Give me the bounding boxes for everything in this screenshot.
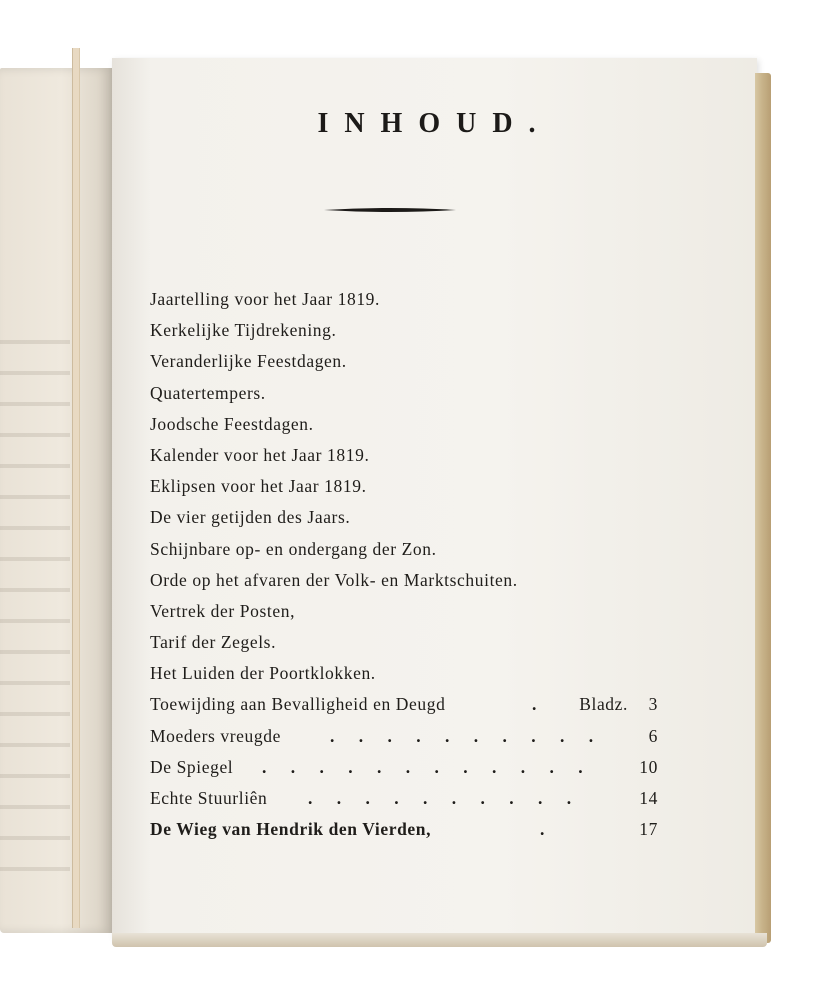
toc-entry-label: Echte Stuurliên <box>150 788 268 808</box>
bottom-page-edge <box>112 933 767 947</box>
page-edges <box>755 73 771 943</box>
toc-entry <box>150 284 670 315</box>
toc-entry <box>150 378 670 409</box>
toc-entry <box>150 814 670 845</box>
toc-entry-label: De vier getijden des Jaars. <box>150 507 351 528</box>
table-of-contents <box>150 284 670 845</box>
toc-entry-leader: . . . . . . . . . . <box>330 725 604 746</box>
toc-entry <box>150 721 670 752</box>
ornament-rule-icon <box>322 206 458 214</box>
page-title: INHOUD. <box>317 108 552 139</box>
toc-bladz-label: Bladz. <box>579 694 628 715</box>
toc-entry-label: Orde op het afvaren der Volk- en Marktschuiten. <box>150 569 518 590</box>
toc-entry <box>150 346 670 377</box>
toc-entry <box>150 752 670 783</box>
toc-entry-page: 6 <box>648 725 658 746</box>
toc-entry-label: Schijnbare op- en ondergang der Zon. <box>150 538 437 559</box>
toc-entry-label: Het Luiden der Poortklokken. <box>150 663 376 684</box>
toc-entry-page: 10 <box>639 756 658 777</box>
toc-entry-leader: . . . . . . . . . . . . <box>262 756 593 777</box>
gutter-edge <box>72 48 80 928</box>
left-page <box>0 68 112 933</box>
toc-entry-leader: . . . . . . . . . . <box>308 788 582 808</box>
toc-entry <box>150 783 670 814</box>
toc-entry <box>150 315 670 346</box>
toc-entry-label: Eklipsen voor het Jaar 1819. <box>150 476 367 497</box>
toc-entry <box>150 440 670 471</box>
toc-entry-label: Jaartelling voor het Jaar 1819. <box>150 289 380 309</box>
toc-entry <box>150 565 670 596</box>
toc-entry-leader: . <box>540 819 555 840</box>
toc-entry-label: Tarif der Zegels. <box>150 632 277 653</box>
toc-entry-page: 17 <box>639 819 658 840</box>
toc-entry-label: Vertrek der Posten, <box>150 600 296 621</box>
toc-entry <box>150 471 670 502</box>
toc-entry-label: Toewijding aan Bevalligheid en Deugd <box>150 694 446 715</box>
toc-entry-label: De Wieg van Hendrik den Vierden, <box>150 819 432 840</box>
toc-entry <box>150 534 670 565</box>
toc-entry <box>150 502 670 533</box>
toc-entry-label: Veranderlijke Feestdagen. <box>150 351 347 372</box>
toc-entry <box>150 409 670 440</box>
toc-entry-label: Moeders vreugde <box>150 725 281 746</box>
toc-entry-label: De Spiegel <box>150 756 234 777</box>
toc-entry-page: 14 <box>639 788 658 808</box>
toc-entry-page: 3 <box>648 694 658 715</box>
toc-entry-label: Quatertempers. <box>150 382 266 403</box>
toc-entry <box>150 627 670 658</box>
toc-entry-leader: . <box>532 694 547 715</box>
toc-entry <box>150 689 670 720</box>
toc-entry-label: Kalender voor het Jaar 1819. <box>150 444 370 465</box>
toc-entry <box>150 596 670 627</box>
toc-entry <box>150 658 670 689</box>
toc-entry-label: Kerkelijke Tijdrekening. <box>150 320 337 341</box>
show-through-text <box>0 318 70 878</box>
toc-entry-label: Joodsche Feestdagen. <box>150 413 314 434</box>
